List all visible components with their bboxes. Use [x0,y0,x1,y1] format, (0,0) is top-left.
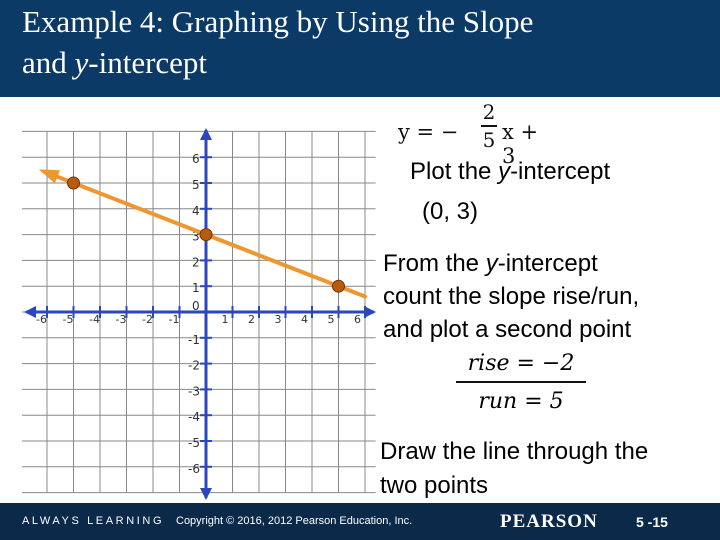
y-tick-label: -5 [188,436,200,450]
title-line-2-suffix: -intercept [88,45,208,80]
y-tick-label: 3 [192,229,200,244]
step1-prefix: Plot the [410,158,499,185]
y-axis-top-arrow [200,128,212,140]
y-axis-bottom-arrow [200,488,212,500]
x-tick-label: -2 [142,313,153,326]
step1-variable: y [498,158,511,185]
step3-line-2: two points [380,472,489,499]
x-axis-left-arrow [24,306,36,318]
fraction-denominator: 5 [482,127,496,152]
step2-variable: y [485,250,498,277]
x-tick-label: 5 [327,313,335,326]
equation-lhs: y = − [398,120,459,144]
y-tick-label: -4 [188,410,200,425]
equation-rhs: x + 3 [502,120,539,168]
step1-point: (0, 3) [422,198,479,225]
slide-title-line-1: Example 4: Graphing by Using the Slope [22,4,534,39]
y-tick-label: 4 [192,203,200,218]
run-value: run = 5 [478,389,564,414]
step2-prefix: From the [383,250,486,277]
y-tick-label: 6 [192,152,200,167]
x-tick-label: -1 [168,313,180,326]
y-tick-label: -6 [188,461,200,476]
step2-suffix: -intercept [497,250,598,277]
y-tick-label: -2 [188,358,200,373]
fraction-bar [481,125,497,127]
plotted-point [333,280,345,292]
fraction-numerator: 2 [482,100,496,124]
copyright-notice: Copyright © 2016, 2012 Pearson Education, Inc. [176,515,413,527]
title-line-2-prefix: and [22,45,75,80]
y-tick-label: 5 [192,178,200,192]
y-tick-label: 2 [192,255,200,270]
step1-suffix: -intercept [510,158,611,185]
title-bar [0,0,720,97]
slide-title-line-2 [22,45,207,81]
step3-line-1: Draw the line through the [380,438,649,465]
x-tick-label: -3 [115,313,127,326]
y-tick-label: 1 [192,281,200,296]
pearson-logo: PEARSON [500,511,598,532]
x-tick-label: 4 [301,313,308,326]
y-tick-label: -1 [188,332,200,347]
slide-number: 5 -15 [636,514,668,530]
step2-line-1 [383,248,598,280]
footer-bar [0,503,720,540]
x-tick-label: -5 [62,313,74,326]
step1-heading [410,156,610,188]
x-tick-label: 6 [354,313,361,326]
coordinate-graph [22,128,378,500]
step2-line-3: and plot a second point [383,316,632,343]
slope-line-arrow [39,169,60,183]
x-tick-label: -4 [89,313,100,326]
ratio-bar [456,381,586,383]
title-line-2-variable: y [74,45,89,80]
plotted-point [200,229,212,241]
y-tick-label: -3 [188,384,200,399]
step2-line-2: count the slope rise/run, [383,283,640,310]
equation-fraction [481,100,497,152]
plotted-point [68,177,80,189]
rise-value: rise = −2 [467,351,575,376]
slope-ratio [456,350,586,416]
x-tick-label: 3 [274,313,282,326]
equation [398,100,558,168]
x-tick-label: 2 [248,313,255,326]
x-tick-label: -6 [36,313,47,326]
always-learning-logo: ALWAYS LEARNING [22,515,165,527]
y-tick-label: 0 [192,299,200,313]
x-tick-label: 1 [221,313,229,326]
